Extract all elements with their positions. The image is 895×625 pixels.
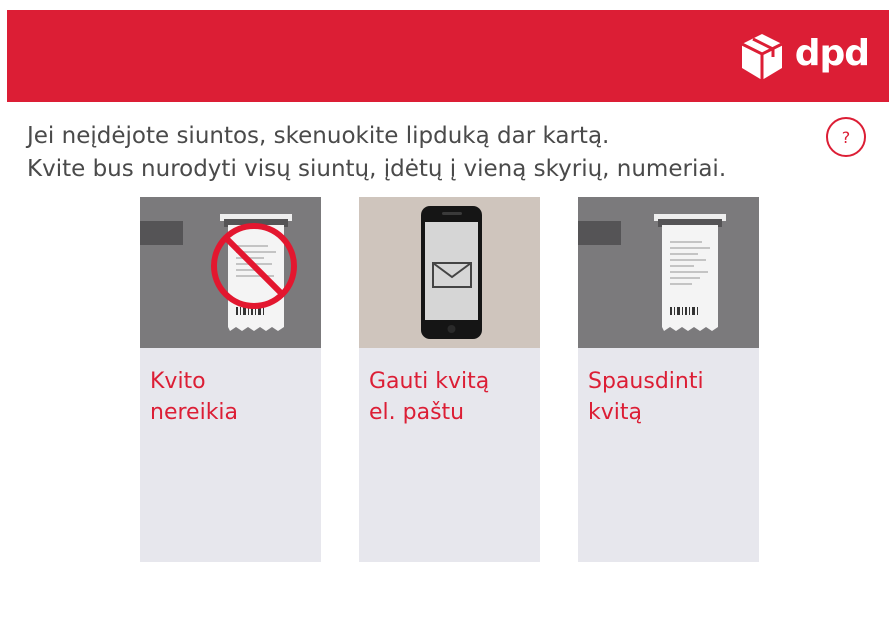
printed-receipt-icon <box>578 197 759 348</box>
option-email-receipt-label: Gauti kvitą el. paštu <box>369 369 490 425</box>
instruction-line-2: Kvite bus nurodyti visų siuntų, įdėtų į vieną skyrių, numeriai. <box>27 156 727 182</box>
dpd-logo-text: dpd <box>794 33 869 74</box>
instructions-text <box>27 120 807 186</box>
header-bar <box>7 10 889 102</box>
option-no-receipt-card[interactable] <box>140 197 321 562</box>
option-print-receipt-card[interactable] <box>578 197 759 562</box>
question-mark-icon: ? <box>841 127 851 147</box>
dpd-logo <box>739 32 869 82</box>
option-no-receipt-label: Kvito nereikia <box>150 369 239 425</box>
option-email-receipt-card[interactable] <box>359 197 540 562</box>
option-print-receipt-label: Spausdinti kvitą <box>588 369 704 425</box>
dpd-cube-icon <box>739 32 785 82</box>
no-receipt-icon <box>140 197 321 348</box>
instruction-line-1: Jei neįdėjote siuntos, skenuokite lipduką dar kartą. <box>27 123 610 149</box>
help-button[interactable] <box>826 117 866 157</box>
phone-email-icon <box>359 197 540 348</box>
